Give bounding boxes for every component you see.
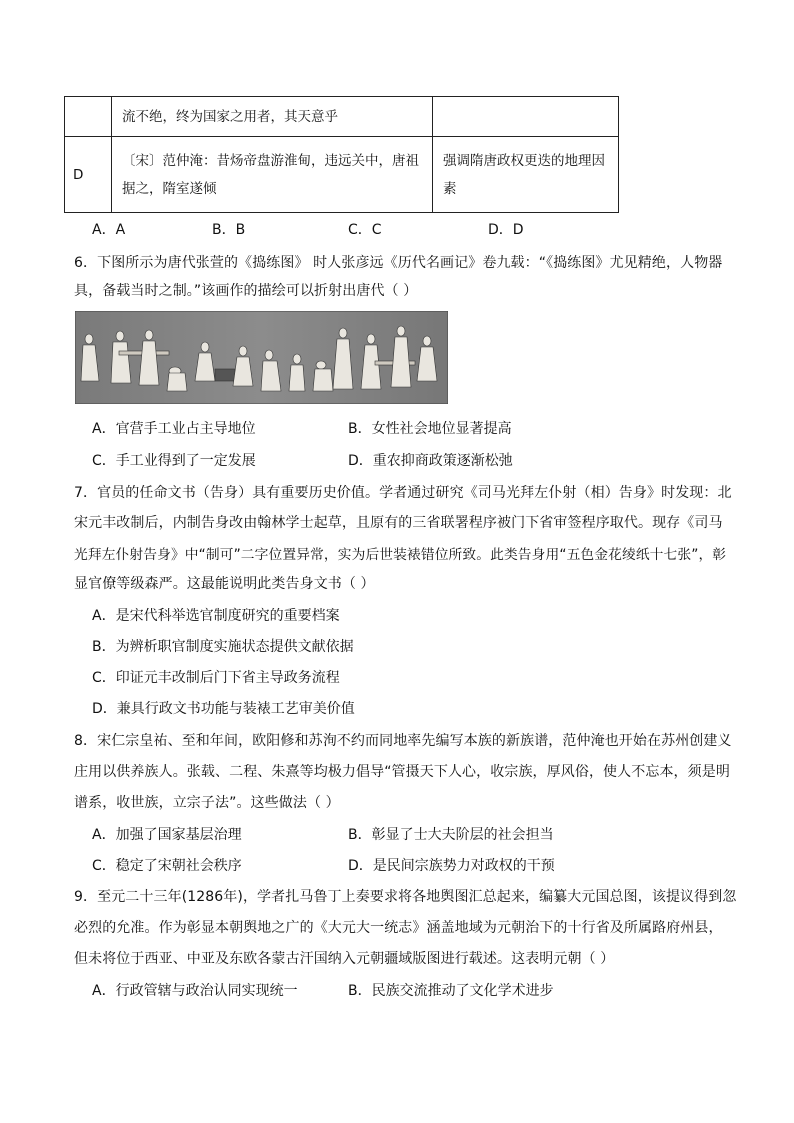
q5-table-fragment [64, 96, 619, 213]
q9-option-a[interactable]: A．行政管辖与政治认同实现统一 [92, 983, 298, 999]
q8-stem-line: 庄用以供养族人。张载、二程、朱熹等均极力倡导“管摄天下人心，收宗族，厚风俗，使人不忘本，须是明 [74, 764, 730, 780]
q9-stem-line: 必烈的允准。作为彰显本朝舆地之广的《大元大一统志》涵盖地域为元朝治下的十行省及所属路府州县， [74, 920, 723, 936]
q9-option-b[interactable]: B．民族交流推动了文化学术进步 [348, 983, 554, 999]
q5-option-b[interactable]: B．B [212, 222, 246, 238]
q5-option-d[interactable]: D．D [488, 222, 524, 238]
q7-stem-line: 光拜左仆射告身》中“制可”二字位置异常，实为后世装裱错位所致。此类告身用“五色金花绫纸十七张”，彰 [74, 547, 727, 563]
table-cell-note [433, 97, 619, 137]
table-cell-content: 流不绝，终为国家之用者，其天意乎 [112, 97, 433, 137]
table-cell-note [433, 137, 619, 213]
q9-stem-line: 但未将位于西亚、中亚及东欧各蒙古汗国纳入元朝疆域版图进行载述。这表明元朝（ ） [74, 951, 615, 967]
q6-option-a[interactable]: A．官营手工业占主导地位 [92, 421, 256, 437]
q8-option-a[interactable]: A．加强了国家基层治理 [92, 827, 242, 843]
q6-option-d[interactable]: D．重农抑商政策逐渐松弛 [348, 453, 513, 469]
q7-stem-line: 宋元丰改制后，内制告身改由翰林学士起草，且原有的三省联署程序被门下省审签程序取代。现存《司马 [74, 515, 723, 531]
q7-option-a[interactable]: A．是宋代科举选官制度研究的重要档案 [92, 608, 340, 624]
q5-option-c[interactable]: C．C [348, 222, 382, 238]
q9-stem-line: 9．至元二十三年(1286年)，学者扎马鲁丁上奏要求将各地舆图汇总起来，编纂大元国总图，该提议得到忽 [74, 889, 737, 905]
q6-stem-line: 具，备载当时之制。”该画作的描绘可以折射出唐代（ ） [74, 283, 418, 299]
q5-option-a[interactable]: A．A [92, 222, 126, 238]
table-cell-letter: D [65, 137, 112, 213]
table-cell-content [112, 137, 433, 213]
q8-stem-line: 谱系，收世族，立宗子法”。这些做法（ ） [74, 795, 340, 811]
table-cell-line: 据之，隋室遂倾 [122, 180, 217, 197]
table-cell-line: 强调隋唐政权更迭的地理因 [443, 152, 605, 169]
table-cell-line: 素 [443, 180, 457, 197]
q8-option-d[interactable]: D．是民间宗族势力对政权的干预 [348, 858, 555, 874]
table-cell-letter [65, 97, 112, 137]
q8-stem-line: 8．宋仁宗皇祐、至和年间，欧阳修和苏洵不约而同地率先编写本族的新族谱，范仲淹也开始在苏州创建义 [74, 733, 732, 749]
q6-option-c[interactable]: C．手工业得到了一定发展 [92, 453, 256, 469]
q7-stem-line: 7．官员的任命文书（告身）具有重要历史价值。学者通过研究《司马光拜左仆射（相）告身》时发现：北 [74, 485, 732, 501]
table-cell-line: 〔宋〕范仲淹：昔炀帝盘游淮甸，违远关中，唐祖 [122, 152, 419, 169]
q8-option-b[interactable]: B．彰显了士大夫阶层的社会担当 [348, 827, 554, 843]
daolian-painting-image [75, 311, 448, 404]
q6-option-b[interactable]: B．女性社会地位显著提高 [348, 421, 512, 437]
q7-stem-line: 显官僚等级森严。这最能说明此类告身文书（ ） [74, 576, 375, 592]
q7-option-d[interactable]: D．兼具行政文书功能与装裱工艺审美价值 [92, 701, 355, 717]
q8-option-c[interactable]: C．稳定了宋朝社会秩序 [92, 858, 242, 874]
q7-option-b[interactable]: B．为辨析职官制度实施状态提供文献依据 [92, 639, 354, 655]
q6-stem-line: 6．下图所示为唐代张萱的《捣练图》 时人张彦远《历代名画记》卷九载：“《捣练图》尤见精绝，人物器 [74, 255, 723, 271]
q7-option-c[interactable]: C．印证元丰改制后门下省主导政务流程 [92, 670, 340, 686]
